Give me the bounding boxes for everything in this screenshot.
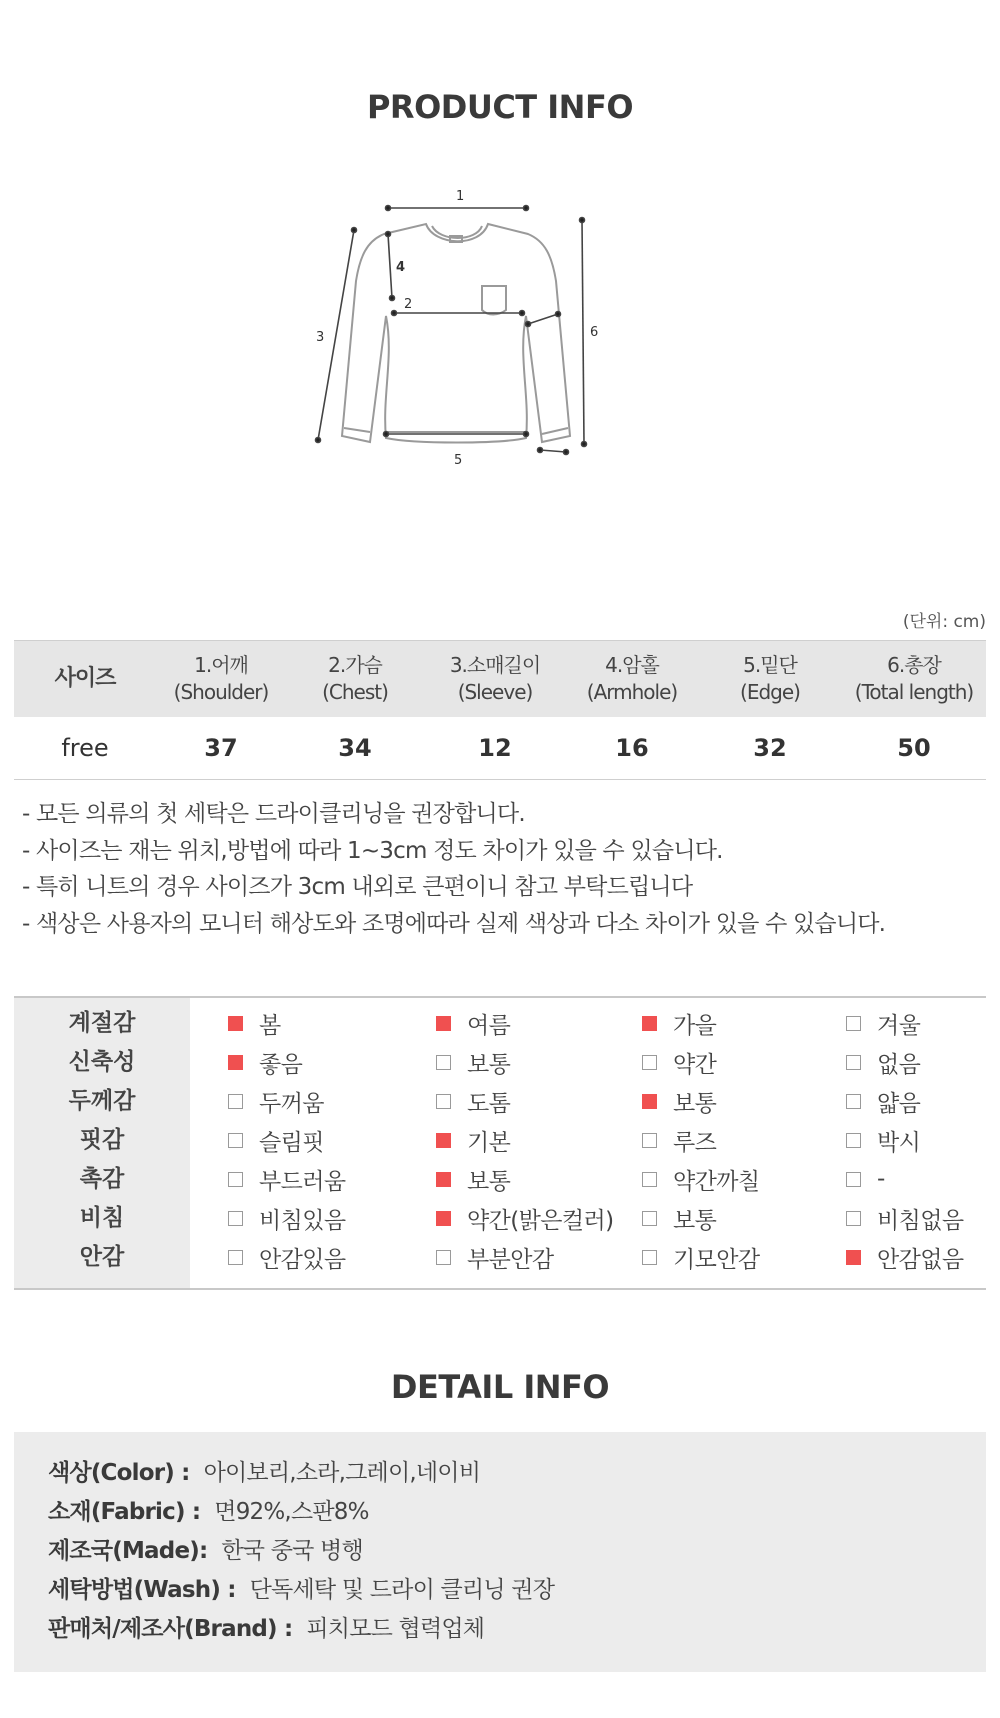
attribute-row xyxy=(14,1160,986,1198)
attribute-row xyxy=(14,1238,986,1276)
attribute-table xyxy=(14,996,986,1290)
attribute-option-label: 부분안감 xyxy=(467,1246,554,1273)
attribute-option xyxy=(436,1004,510,1042)
attribute-option-label: 비침있음 xyxy=(259,1207,346,1234)
unchecked-box-icon xyxy=(228,1250,243,1265)
unchecked-box-icon xyxy=(228,1133,243,1148)
attribute-option xyxy=(228,1199,345,1237)
tshirt-outline xyxy=(342,224,570,443)
size-cell: free xyxy=(61,733,109,762)
attribute-option xyxy=(642,1199,716,1237)
detail-line-wash: 세탁방법(Wash) : 단독세탁 및 드라이 클리닝 권장 xyxy=(48,1577,555,1603)
detail-line-brand: 판매처/제조사(Brand) : 피치모드 협력업체 xyxy=(48,1616,485,1642)
size-cell: 50 xyxy=(897,733,931,762)
unchecked-box-icon xyxy=(846,1016,861,1031)
unchecked-box-icon xyxy=(846,1211,861,1226)
size-header-cell: 4.암홀 (Armhole) xyxy=(586,653,678,704)
detail-info-box xyxy=(14,1432,986,1672)
attribute-option xyxy=(846,1238,963,1276)
size-table xyxy=(14,640,986,780)
attribute-option xyxy=(228,1238,345,1276)
checked-box-icon xyxy=(228,1016,243,1031)
attribute-option-label: - xyxy=(877,1166,885,1192)
unchecked-box-icon xyxy=(228,1211,243,1226)
unchecked-box-icon xyxy=(642,1211,657,1226)
attribute-option-label: 두꺼움 xyxy=(259,1090,324,1117)
attribute-option-label: 없음 xyxy=(877,1051,921,1078)
checked-box-icon xyxy=(642,1094,657,1109)
attribute-option xyxy=(846,1043,920,1081)
unchecked-box-icon xyxy=(846,1055,861,1070)
attribute-option-label: 루즈 xyxy=(673,1129,717,1156)
attribute-label: 촉감 xyxy=(79,1166,125,1192)
attribute-label: 비침 xyxy=(79,1205,125,1231)
attribute-option-label: 기본 xyxy=(467,1129,511,1156)
attribute-option xyxy=(228,1160,345,1198)
size-cell: 16 xyxy=(615,733,649,762)
attribute-label: 두께감 xyxy=(68,1088,136,1114)
size-header-cell: 3.소매길이 (Sleeve) xyxy=(449,653,541,704)
unchecked-box-icon xyxy=(642,1133,657,1148)
attribute-option-label: 부드러움 xyxy=(259,1168,346,1195)
unchecked-box-icon xyxy=(642,1250,657,1265)
checked-box-icon xyxy=(642,1016,657,1031)
attribute-option xyxy=(846,1004,920,1042)
unchecked-box-icon xyxy=(436,1250,451,1265)
unchecked-box-icon xyxy=(228,1094,243,1109)
attribute-option-label: 봄 xyxy=(259,1012,281,1039)
attribute-row xyxy=(14,1082,986,1120)
unchecked-box-icon xyxy=(846,1133,861,1148)
attribute-option xyxy=(436,1238,553,1276)
unchecked-box-icon xyxy=(228,1172,243,1187)
note-line: - 사이즈는 재는 위치,방법에 따라 1~3cm 정도 차이가 있을 수 있습니다. xyxy=(22,837,723,864)
checked-box-icon xyxy=(436,1016,451,1031)
size-cell: 12 xyxy=(478,733,512,762)
attribute-row xyxy=(14,1004,986,1042)
size-cell: 37 xyxy=(204,733,238,762)
detail-line-made: 제조국(Made): 한국 중국 병행 xyxy=(48,1538,363,1564)
attribute-option xyxy=(642,1004,716,1042)
attribute-option-label: 얇음 xyxy=(877,1090,921,1117)
detail-info-title: DETAIL INFO xyxy=(390,1368,610,1406)
attribute-label: 핏감 xyxy=(79,1127,125,1153)
attribute-option-label: 여름 xyxy=(467,1012,511,1039)
unchecked-box-icon xyxy=(436,1094,451,1109)
note-line: - 특히 니트의 경우 사이즈가 3cm 내외로 큰편이니 참고 부탁드립니다 xyxy=(22,874,693,900)
attribute-option-label: 좋음 xyxy=(259,1051,303,1078)
attribute-option-label: 안감없음 xyxy=(877,1246,964,1273)
size-header-cell: 6.총장 (Total length) xyxy=(854,653,974,704)
checked-box-icon xyxy=(436,1133,451,1148)
attribute-option xyxy=(436,1082,510,1120)
attribute-option xyxy=(846,1199,963,1237)
size-cell: 32 xyxy=(753,733,787,762)
attribute-option xyxy=(436,1199,613,1237)
attribute-option xyxy=(436,1160,510,1198)
unchecked-box-icon xyxy=(846,1172,861,1187)
note-line: - 모든 의류의 첫 세탁은 드라이클리닝을 권장합니다. xyxy=(22,801,525,827)
attribute-option xyxy=(846,1121,920,1159)
diagram-label-2: 2 xyxy=(404,297,413,312)
attribute-option-label: 슬림핏 xyxy=(259,1129,324,1156)
attribute-option-label: 보통 xyxy=(673,1207,717,1234)
attribute-option xyxy=(228,1004,281,1042)
attribute-option-label: 보통 xyxy=(673,1090,717,1117)
attribute-option-label: 약간 xyxy=(673,1051,717,1078)
attribute-label: 안감 xyxy=(79,1244,125,1270)
checked-box-icon xyxy=(436,1172,451,1187)
note-line: - 색상은 사용자의 모니터 해상도와 조명에따라 실제 색상과 다소 차이가 있을 수 있습니다. xyxy=(22,910,886,937)
attribute-option xyxy=(642,1121,716,1159)
unchecked-box-icon xyxy=(642,1055,657,1070)
care-notes xyxy=(22,796,992,942)
attribute-option xyxy=(642,1160,759,1198)
size-table-row xyxy=(14,717,986,780)
attribute-option xyxy=(642,1043,716,1081)
attribute-option-label: 약간(밝은컬러) xyxy=(467,1207,614,1234)
attribute-option xyxy=(642,1238,759,1276)
attribute-option xyxy=(228,1121,324,1159)
garment-measurement-diagram xyxy=(316,189,670,526)
diagram-label-1: 1 xyxy=(456,189,465,204)
attribute-option-label: 겨울 xyxy=(877,1012,921,1039)
attribute-option xyxy=(228,1043,302,1081)
product-info-title: PRODUCT INFO xyxy=(366,88,634,126)
attribute-option-label: 보통 xyxy=(467,1168,511,1195)
detail-line-fabric: 소재(Fabric) : 면92%,스판8% xyxy=(48,1499,369,1525)
unit-label: (단위: cm) xyxy=(902,612,986,632)
attribute-option-label: 도톰 xyxy=(467,1090,511,1117)
diagram-label-6: 6 xyxy=(590,325,599,340)
attribute-row xyxy=(14,1121,986,1159)
attribute-row xyxy=(14,1199,986,1237)
size-header-cell: 사이즈 xyxy=(54,666,116,692)
attribute-option-label: 보통 xyxy=(467,1051,511,1078)
attribute-option-label: 박시 xyxy=(877,1129,921,1156)
size-header-cell: 5.밑단 (Edge) xyxy=(740,653,800,704)
checked-box-icon xyxy=(228,1055,243,1070)
attribute-label: 신축성 xyxy=(68,1049,136,1075)
size-table-header xyxy=(14,640,986,717)
attribute-label: 계절감 xyxy=(68,1010,136,1036)
attribute-option xyxy=(642,1082,716,1120)
diagram-label-5: 5 xyxy=(454,453,463,468)
diagram-label-3: 3 xyxy=(316,330,325,345)
attribute-row xyxy=(14,1043,986,1081)
checked-box-icon xyxy=(846,1250,861,1265)
diagram-label-4: 4 xyxy=(396,260,406,275)
attribute-option xyxy=(846,1160,885,1198)
attribute-option-label: 비침없음 xyxy=(877,1207,964,1234)
attribute-option-label: 기모안감 xyxy=(673,1246,760,1273)
size-header-cell: 2.가슴 (Chest) xyxy=(322,653,388,704)
unchecked-box-icon xyxy=(846,1094,861,1109)
size-header-cell: 1.어깨 (Shoulder) xyxy=(173,653,269,704)
attribute-option-label: 안감있음 xyxy=(259,1246,346,1273)
attribute-option xyxy=(228,1082,324,1120)
attribute-option-label: 약간까칠 xyxy=(673,1168,760,1195)
attribute-option xyxy=(436,1043,510,1081)
unchecked-box-icon xyxy=(436,1055,451,1070)
size-cell: 34 xyxy=(338,733,372,762)
detail-line-color: 색상(Color) : 아이보리,소라,그레이,네이비 xyxy=(48,1460,481,1486)
attribute-option xyxy=(436,1121,510,1159)
unchecked-box-icon xyxy=(642,1172,657,1187)
attribute-option xyxy=(846,1082,920,1120)
attribute-option-label: 가을 xyxy=(673,1012,717,1039)
checked-box-icon xyxy=(436,1211,451,1226)
